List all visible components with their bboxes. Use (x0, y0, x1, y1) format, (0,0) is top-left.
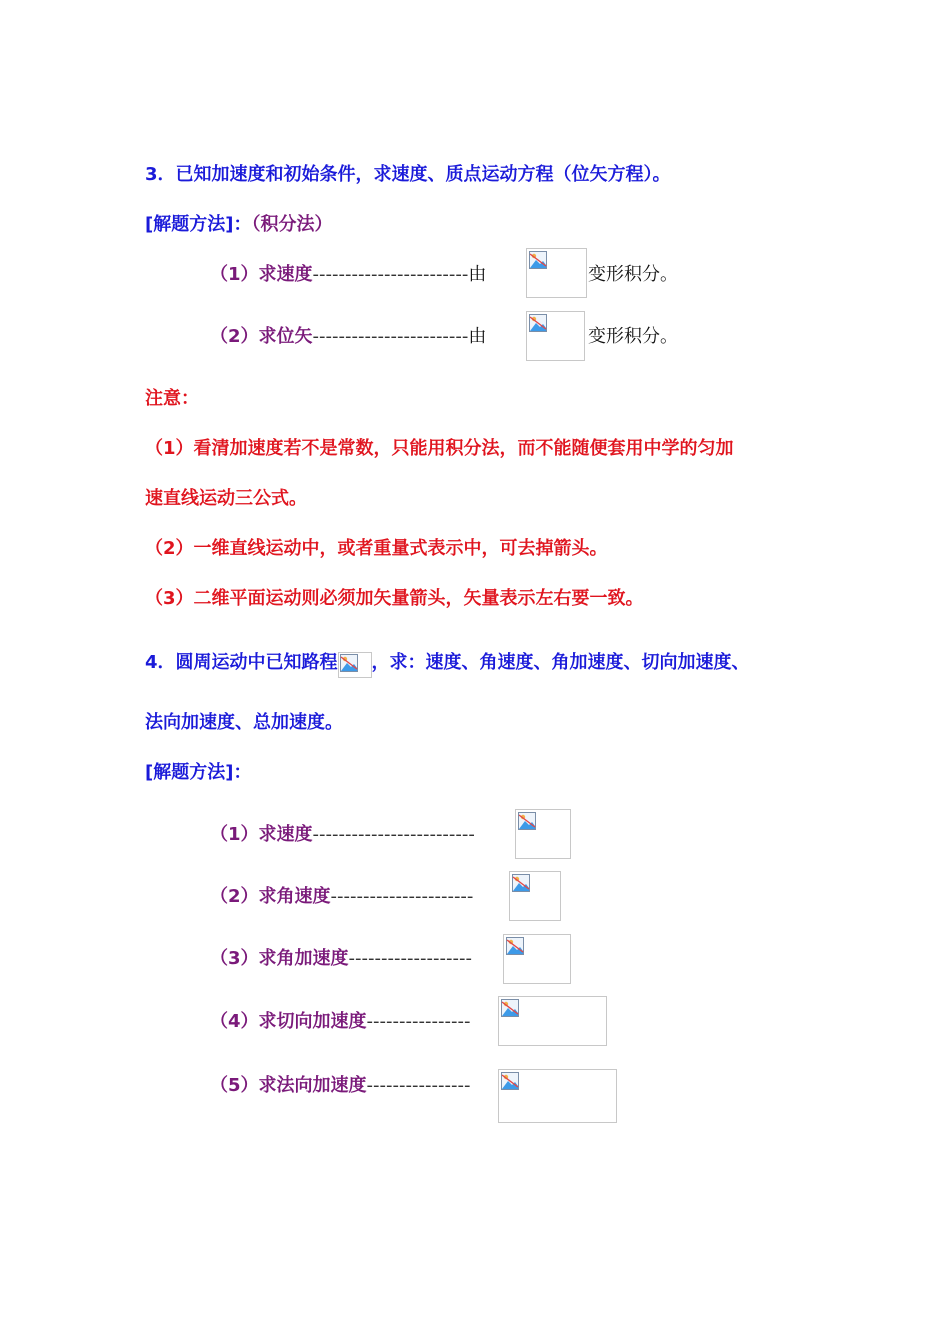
section3-method (145, 212, 332, 238)
broken-image-icon (506, 937, 524, 955)
broken-image-icon (340, 654, 358, 672)
step-label: （4）求切向加速度 (210, 1011, 367, 1032)
section4-heading (145, 650, 750, 678)
note-3: （3）二维平面运动则必须加矢量箭头，矢量表示左右要一致。 (145, 588, 644, 609)
step-label: （3）求角加速度 (210, 948, 349, 969)
formula-image-speed (515, 809, 571, 859)
section3-heading: 3．已知加速度和初始条件，求速度、质点运动方程（位矢方程）。 (145, 164, 671, 185)
broken-image-icon (512, 874, 530, 892)
step-label: （2）求位矢 (210, 326, 313, 347)
step-dashes: ------------------------- (312, 824, 475, 845)
section3-step-2 (210, 324, 486, 350)
step-prefix: 由 (468, 264, 487, 285)
notice-label: 注意： (145, 388, 199, 409)
step-label: （2）求角速度 (210, 886, 331, 907)
section4-method: [解题方法]： (145, 762, 252, 783)
broken-image-icon (529, 314, 547, 332)
section4-step-2 (210, 884, 473, 910)
step-dashes: ------------------------ (312, 326, 469, 347)
method-label: [解题方法]： (145, 214, 252, 235)
formula-image-tangential-acceleration (498, 996, 607, 1046)
step-label: （1）求速度 (210, 824, 313, 845)
broken-image-icon (501, 1072, 519, 1090)
step-dashes: ---------------------- (330, 886, 474, 907)
note-1-continued: 速直线运动三公式。 (145, 488, 307, 509)
broken-image-icon (518, 812, 536, 830)
section4-step-1 (210, 822, 475, 848)
broken-image-icon (501, 999, 519, 1017)
step-label: （5）求法向加速度 (210, 1075, 367, 1096)
step-prefix: 由 (468, 326, 487, 347)
formula-image-angular-velocity (509, 871, 561, 921)
section4-step-4 (210, 1009, 470, 1035)
method-note: （积分法） (251, 214, 333, 235)
step-suffix: 变形积分。 (588, 264, 678, 285)
section3-step-1 (210, 262, 486, 288)
formula-image-velocity (526, 248, 587, 298)
step-dashes: ------------------------ (312, 264, 469, 285)
broken-image-icon (529, 251, 547, 269)
heading-part1: 4．圆周运动中已知路程 (145, 652, 338, 673)
section4-heading-line2: 法向加速度、总加速度。 (145, 712, 343, 733)
step-dashes: ---------------- (366, 1075, 471, 1096)
note-2: （2）一维直线运动中，或者重量式表示中，可去掉箭头。 (145, 538, 608, 559)
section4-step-3 (210, 946, 472, 972)
heading-part2: ，求：速度、角速度、角加速度、切向加速度、 (371, 652, 750, 673)
step-dashes: ------------------- (348, 948, 472, 969)
note-1: （1）看清加速度若不是常数，只能用积分法，而不能随便套用中学的匀加 (145, 438, 734, 459)
formula-image-path (338, 652, 372, 678)
formula-image-normal-acceleration (498, 1069, 617, 1123)
step-label: （1）求速度 (210, 264, 313, 285)
step-suffix: 变形积分。 (588, 326, 678, 347)
formula-image-angular-acceleration (503, 934, 571, 984)
section4-step-5 (210, 1073, 470, 1099)
step-dashes: ---------------- (366, 1011, 471, 1032)
formula-image-position (526, 311, 585, 361)
